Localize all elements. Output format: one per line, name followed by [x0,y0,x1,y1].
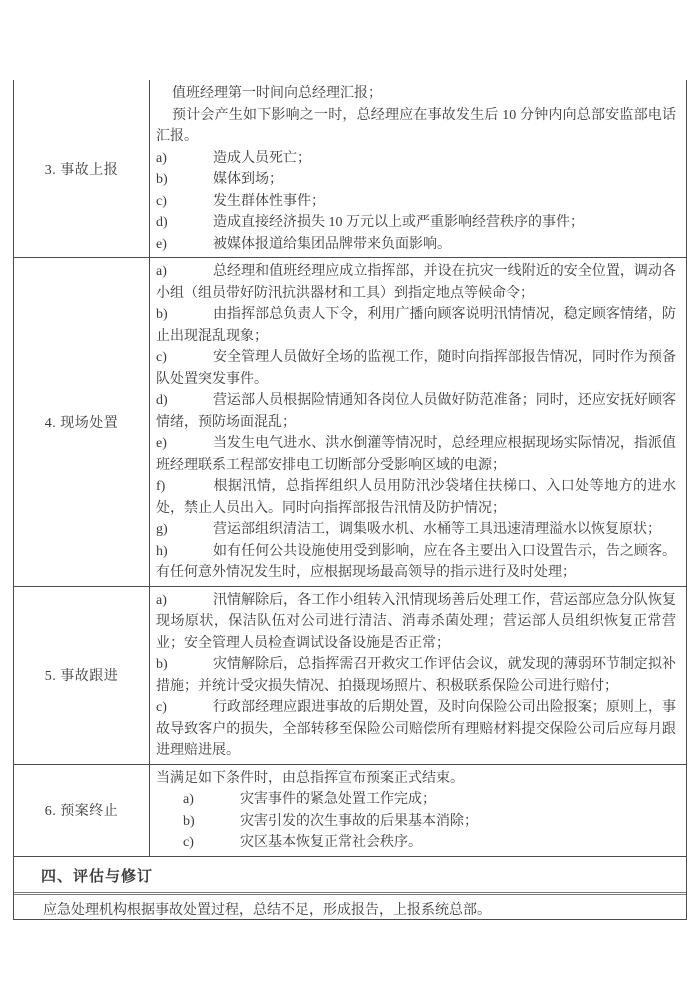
paragraph: 预计会产生如下影响之一时，总经理应在事故发生后 10 分钟内向总部安监部电话汇报。 [156,107,676,144]
list-item: h) 如有任何公共设施使用受到影响，应在各主要出入口设置告示，告之顾客。有任何意外情况发生时，应根据现场最高领导的指示进行及时处理； [156,541,676,584]
list-item: b) 由指挥部总负责人下令，利用广播向顾客说明汛情情况，稳定顾客情绪，防止出现混乱现象； [156,304,676,347]
list-item: g) 营运部组织清洁工，调集吸水机、水桶等工具迅速清理溢水以恢复原状； [156,519,676,541]
list-item-letter: c) [156,350,167,365]
list-item-letter: d) [156,215,168,230]
section-heading-row [14,857,686,892]
list-item-letter: h) [156,543,168,559]
list-item-letter: c) [156,700,167,715]
row-label: 6. 预案终止 [14,765,150,856]
emergency-response-table [13,80,687,920]
table-row-plan-termination [14,765,686,857]
list-item: d) 造成直接经济损失 10 万元以上或严重影响经营秩序的事件； [156,212,676,234]
row-content [150,765,686,856]
list-item-letter: b) [156,657,168,672]
list-item-letter: d) [156,393,168,408]
paragraph: 值班经理第一时间向总经理汇报； [172,86,382,101]
list-item: f) 根据汛情，总指挥组织人员用防汛沙袋堵住扶梯口、入口处等地方的进水处，禁止人员出入。同时向指挥部报告汛情及防护情况； [156,476,676,519]
list-item: d) 营运部人员根据险情通知各岗位人员做好防范准备；同时，还应安抚好顾客情绪，预防场面混乱； [156,390,676,433]
list-item: b) 灾害引发的次生事故的后果基本消除； [156,811,676,833]
list-item-letter: g) [156,522,168,537]
list-item-letter: f) [156,479,166,494]
row-label: 4. 现场处置 [14,258,150,586]
table-row-incident-followup [14,587,686,765]
list-item: a) 汛情解除后，各工作小组转入汛情现场善后处理工作，营运部应急分队恢复现场原状，保洁队伍对公司进行清洁、消毒杀菌处理；营运部人员组织恢复正常营业；安全管理人员检查调试设备设施是否正常； [156,590,676,655]
list-item-letter: e) [156,236,167,252]
list-item-letter: e) [156,436,167,451]
list-item: b) 灾情解除后，总指挥需召开救灾工作评估会议，就发现的薄弱环节制定拟补措施；并统计受灾损失情况、拍摄现场照片、积极联系保险公司进行赔付； [156,654,676,697]
list-item-letter: a) [156,264,167,279]
list-item-letter: c) [183,835,194,850]
evaluation-note-text: 应急处理机构根据事故处置过程，总结不足，形成报告，上报系统总部。 [43,902,491,918]
list-item: a) 灾害事件的紧急处置工作完成； [156,789,676,811]
list-item-letter: a) [183,792,194,807]
list-item-letter: b) [183,813,195,829]
list-item-letter: a) [156,592,167,608]
list-item: c) 发生群体性事件； [156,191,676,213]
row-content [150,258,686,586]
evaluation-note-row [14,892,686,919]
table-row-onsite-handling [14,258,686,587]
paragraph: 当满足如下条件时，由总指挥宣布预案正式结束。 [156,770,464,786]
list-item-letter: a) [156,150,167,166]
list-item: a) 总经理和值班经理应成立指挥部，并设在抗灾一线附近的安全位置，调动各小组（组员带好防汛抗洪器材和工具）到指定地点等候命令； [156,261,676,304]
row-content [150,587,686,764]
list-item-letter: b) [156,307,168,322]
row-content [150,80,686,257]
list-item: e) 当发生电气进水、洪水倒灌等情况时，总经理应根据现场实际情况，指派值班经理联系工程部安排电工切断部分受影响区域的电源； [156,433,676,476]
list-item-letter: c) [156,193,167,209]
table-row-incident-report [14,80,686,258]
row-label: 5. 事故跟进 [14,587,150,764]
list-item: e) 被媒体报道给集团品牌带来负面影响。 [156,234,676,256]
list-item: c) 行政部经理应跟进事故的后期处置，及时向保险公司出险报案；原则上，事故导致客户的损失，全部转移至保险公司赔偿所有理赔材料提交保险公司后应每月跟进理赔进展。 [156,697,676,762]
row-label: 3. 事故上报 [14,80,150,257]
list-item: c) 灾区基本恢复正常社会秩序。 [156,832,676,854]
section-heading: 四、评估与修订 [41,868,154,885]
list-item: a) 造成人员死亡； [156,148,676,170]
list-item: b) 媒体到场； [156,169,676,191]
list-item: c) 安全管理人员做好全场的监视工作，随时向指挥部报告情况，同时作为预备队处置突发事件。 [156,347,676,390]
list-item-letter: b) [156,172,168,187]
